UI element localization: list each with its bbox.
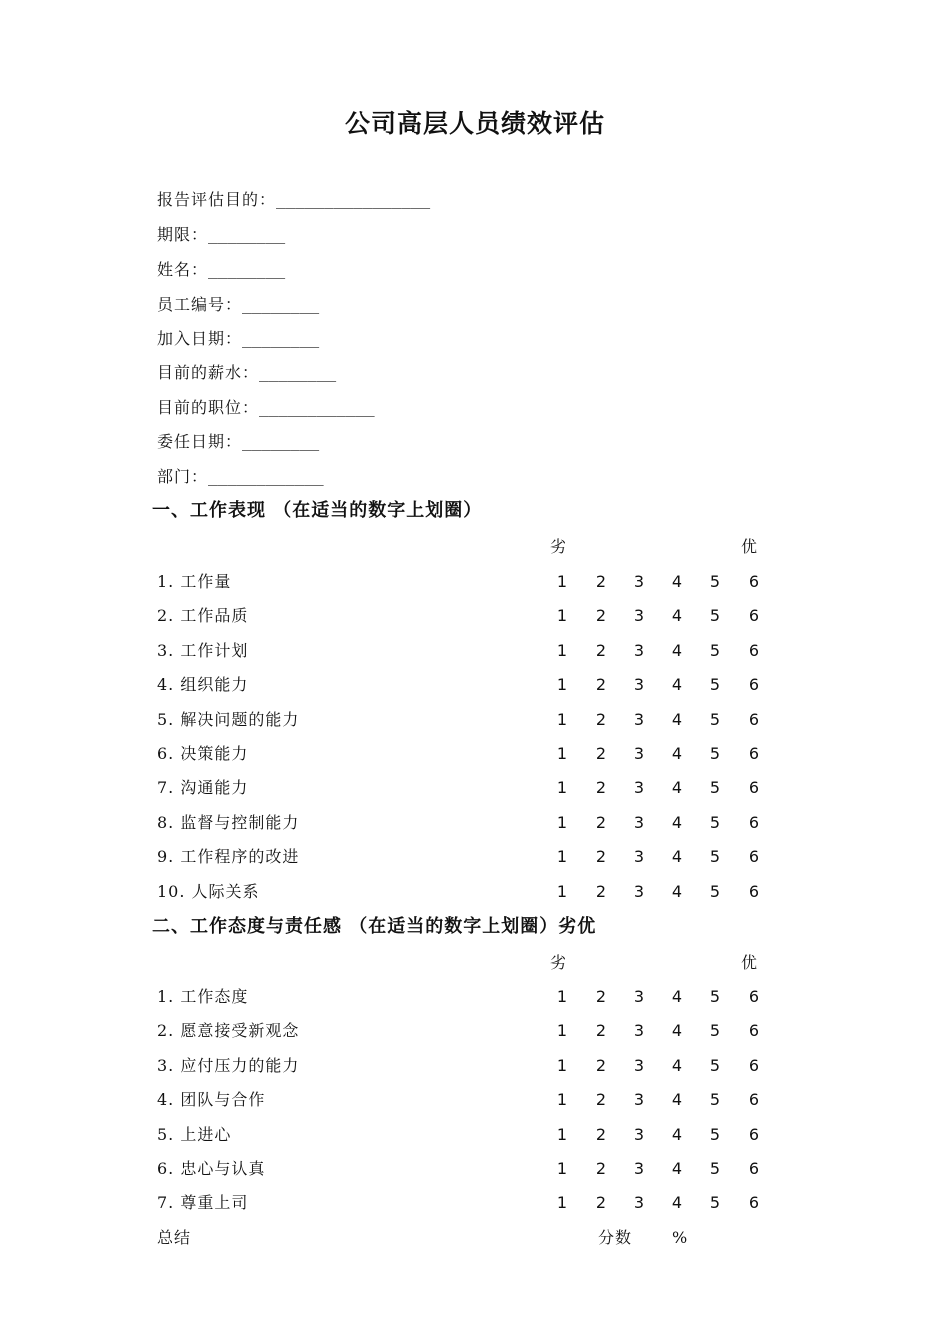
rating-option-5[interactable]: 5: [709, 847, 721, 867]
rating-option-4[interactable]: 4: [671, 640, 683, 660]
rating-item-label: 2. 愿意接受新观念: [157, 1021, 300, 1041]
rating-option-5[interactable]: 5: [709, 744, 721, 763]
rating-option-6[interactable]: 6: [748, 1090, 760, 1110]
info-field-label: 委任日期：: [157, 432, 243, 451]
rating-option-2[interactable]: 2: [595, 1090, 607, 1110]
rating-option-5[interactable]: 5: [709, 709, 721, 729]
rating-option-4[interactable]: 4: [671, 778, 683, 798]
rating-option-5[interactable]: 5: [709, 572, 721, 591]
rating-option-4[interactable]: 4: [671, 987, 683, 1006]
rating-option-5[interactable]: 5: [709, 1090, 721, 1110]
rating-option-6[interactable]: 6: [748, 1159, 760, 1178]
info-field: [157, 260, 285, 280]
rating-row: [0, 605, 950, 629]
rating-option-3[interactable]: 3: [633, 572, 645, 591]
rating-option-4[interactable]: 4: [671, 1124, 683, 1144]
rating-row: [0, 674, 950, 698]
rating-option-2[interactable]: 2: [595, 675, 607, 695]
rating-option-4[interactable]: 4: [671, 1159, 683, 1178]
rating-item-label: 1. 工作态度: [157, 987, 249, 1006]
rating-row: [0, 812, 950, 836]
info-field-label: 姓名：: [157, 260, 209, 279]
info-field: [157, 329, 319, 349]
rating-option-6[interactable]: 6: [748, 778, 760, 798]
rating-option-2[interactable]: 2: [595, 572, 607, 591]
rating-option-5[interactable]: 5: [709, 1193, 721, 1213]
rating-option-2[interactable]: 2: [595, 812, 607, 832]
info-field: [157, 398, 375, 418]
rating-option-2[interactable]: 2: [595, 709, 607, 729]
rating-option-1[interactable]: 1: [556, 1055, 568, 1075]
rating-row: [0, 640, 950, 664]
info-field: [157, 467, 324, 487]
rating-item-label: 2. 工作品质: [157, 606, 249, 626]
rating-option-5[interactable]: 5: [709, 1021, 721, 1041]
rating-option-1[interactable]: 1: [556, 675, 568, 695]
rating-option-3[interactable]: 3: [633, 812, 645, 832]
info-field-label: 报告评估目的：: [157, 190, 277, 209]
rating-option-5[interactable]: 5: [709, 606, 721, 626]
rating-option-1[interactable]: 1: [556, 847, 568, 867]
rating-option-3[interactable]: 3: [633, 675, 645, 695]
info-field: [157, 295, 319, 315]
rating-option-2[interactable]: 2: [595, 606, 607, 626]
rating-option-6[interactable]: 6: [748, 1021, 760, 1041]
page-title: 公司高层人员绩效评估: [344, 109, 605, 138]
rating-option-3[interactable]: 3: [633, 1193, 645, 1213]
rating-option-1[interactable]: 1: [556, 709, 568, 729]
rating-option-3[interactable]: 3: [633, 1090, 645, 1110]
rating-option-3[interactable]: 3: [633, 847, 645, 867]
rating-item-label: 6. 忠心与认真: [157, 1159, 266, 1178]
rating-option-1[interactable]: 1: [556, 1193, 568, 1213]
rating-row: [0, 1124, 950, 1148]
rating-option-1[interactable]: 1: [556, 606, 568, 626]
rating-option-6[interactable]: 6: [748, 812, 760, 832]
rating-option-1[interactable]: 1: [556, 1021, 568, 1041]
rating-item-label: 5. 上进心: [157, 1124, 232, 1144]
rating-option-3[interactable]: 3: [633, 1055, 645, 1075]
rating-option-2[interactable]: 2: [595, 744, 607, 763]
rating-option-5[interactable]: 5: [709, 812, 721, 832]
info-field: [157, 363, 336, 383]
rating-option-6[interactable]: 6: [748, 709, 760, 729]
rating-option-4[interactable]: 4: [671, 606, 683, 626]
rating-option-3[interactable]: 3: [633, 744, 645, 763]
rating-option-4[interactable]: 4: [671, 1090, 683, 1110]
rating-option-3[interactable]: 3: [633, 1021, 645, 1041]
rating-option-1[interactable]: 1: [556, 881, 568, 901]
rating-option-3[interactable]: 3: [633, 640, 645, 660]
rating-option-3[interactable]: 3: [633, 881, 645, 901]
rating-option-5[interactable]: 5: [709, 778, 721, 798]
rating-option-2[interactable]: 2: [595, 1124, 607, 1144]
rating-option-4[interactable]: 4: [671, 881, 683, 901]
rating-row: [0, 777, 950, 801]
rating-option-3[interactable]: 3: [633, 987, 645, 1006]
rating-item-label: 4. 组织能力: [157, 675, 249, 695]
summary-percent: %: [672, 1228, 689, 1247]
rating-option-5[interactable]: 5: [709, 675, 721, 695]
rating-option-4[interactable]: 4: [671, 1055, 683, 1075]
rating-option-2[interactable]: 2: [595, 881, 607, 901]
rating-option-1[interactable]: 1: [556, 640, 568, 660]
rating-option-3[interactable]: 3: [633, 778, 645, 798]
rating-option-2[interactable]: 2: [595, 778, 607, 798]
rating-option-3[interactable]: 3: [633, 606, 645, 626]
rating-option-2[interactable]: 2: [595, 987, 607, 1006]
rating-item-label: 9. 工作程序的改进: [157, 847, 300, 867]
rating-option-6[interactable]: 6: [748, 572, 760, 591]
rating-option-2[interactable]: 2: [595, 1159, 607, 1178]
rating-option-2[interactable]: 2: [595, 1055, 607, 1075]
rating-item-label: 7. 沟通能力: [157, 778, 249, 798]
info-field-label: 员工编号：: [157, 295, 243, 314]
rating-option-2[interactable]: 2: [595, 847, 607, 867]
rating-option-4[interactable]: 4: [671, 1021, 683, 1041]
rating-row: [0, 1055, 950, 1079]
rating-option-6[interactable]: 6: [748, 1193, 760, 1213]
info-field-blank[interactable]: ____________: [208, 467, 324, 486]
info-field-blank[interactable]: ________: [242, 432, 320, 451]
rating-option-4[interactable]: 4: [671, 572, 683, 591]
info-field-blank[interactable]: ________: [259, 363, 337, 382]
rating-option-6[interactable]: 6: [748, 1055, 760, 1075]
rating-option-2[interactable]: 2: [595, 1193, 607, 1213]
rating-option-4[interactable]: 4: [671, 847, 683, 867]
section1-heading: 一、工作表现 （在适当的数字上划圈）: [152, 500, 483, 521]
rating-row: [0, 846, 950, 870]
rating-option-4[interactable]: 4: [671, 1193, 683, 1213]
rating-option-2[interactable]: 2: [595, 1021, 607, 1041]
rating-row: [0, 743, 950, 767]
rating-item-label: 7. 尊重上司: [157, 1193, 249, 1213]
rating-option-4[interactable]: 4: [671, 812, 683, 832]
info-field-blank[interactable]: ________________: [276, 190, 431, 209]
section2-scale-low: 劣: [550, 953, 567, 972]
rating-option-1[interactable]: 1: [556, 572, 568, 591]
rating-option-3[interactable]: 3: [633, 1159, 645, 1178]
rating-row: [0, 1020, 950, 1044]
summary-score-label: 分数: [598, 1228, 633, 1247]
section1-scale-high: 优: [741, 537, 758, 556]
rating-row: [0, 709, 950, 733]
info-field-label: 目前的职位：: [157, 398, 260, 417]
rating-option-6[interactable]: 6: [748, 1124, 760, 1144]
section2-scale-high: 优: [741, 953, 758, 972]
rating-row: [0, 986, 950, 1010]
rating-option-5[interactable]: 5: [709, 987, 721, 1006]
info-field-label: 加入日期：: [157, 329, 243, 348]
rating-row: [0, 881, 950, 905]
rating-option-6[interactable]: 6: [748, 987, 760, 1006]
rating-option-2[interactable]: 2: [595, 640, 607, 660]
rating-item-label: 1. 工作量: [157, 572, 232, 591]
info-field: [157, 190, 430, 210]
info-field: [157, 225, 285, 245]
rating-option-1[interactable]: 1: [556, 987, 568, 1006]
rating-option-5[interactable]: 5: [709, 881, 721, 901]
rating-option-4[interactable]: 4: [671, 744, 683, 763]
rating-row: [0, 571, 950, 595]
rating-option-1[interactable]: 1: [556, 1124, 568, 1144]
rating-option-3[interactable]: 3: [633, 1124, 645, 1144]
rating-option-6[interactable]: 6: [748, 744, 760, 763]
rating-option-6[interactable]: 6: [748, 881, 760, 901]
rating-option-1[interactable]: 1: [556, 812, 568, 832]
rating-item-label: 10. 人际关系: [157, 881, 260, 901]
rating-item-label: 6. 决策能力: [157, 744, 249, 763]
rating-row: [0, 1089, 950, 1113]
rating-option-5[interactable]: 5: [709, 1159, 721, 1178]
rating-row: [0, 1158, 950, 1182]
rating-option-6[interactable]: 6: [748, 847, 760, 867]
rating-option-6[interactable]: 6: [748, 675, 760, 695]
section2-heading: 二、工作态度与责任感 （在适当的数字上划圈）劣优: [152, 916, 597, 937]
rating-option-5[interactable]: 5: [709, 1055, 721, 1075]
rating-option-4[interactable]: 4: [671, 709, 683, 729]
info-field-label: 期限：: [157, 225, 209, 244]
rating-item-label: 4. 团队与合作: [157, 1090, 266, 1110]
rating-item-label: 3. 工作计划: [157, 640, 249, 660]
rating-item-label: 3. 应付压力的能力: [157, 1055, 300, 1075]
rating-option-1[interactable]: 1: [556, 1159, 568, 1178]
rating-option-1[interactable]: 1: [556, 1090, 568, 1110]
rating-option-6[interactable]: 6: [748, 606, 760, 626]
summary-label: 总结: [157, 1228, 192, 1247]
info-field-blank[interactable]: ________: [242, 295, 320, 314]
rating-option-5[interactable]: 5: [709, 1124, 721, 1144]
rating-item-label: 8. 监督与控制能力: [157, 812, 300, 832]
info-field-blank[interactable]: ________: [208, 260, 286, 279]
rating-option-3[interactable]: 3: [633, 709, 645, 729]
rating-option-1[interactable]: 1: [556, 744, 568, 763]
info-field-blank[interactable]: ________: [242, 329, 320, 348]
info-field: [157, 432, 319, 452]
info-field-label: 部门：: [157, 467, 209, 486]
rating-option-5[interactable]: 5: [709, 640, 721, 660]
rating-item-label: 5. 解决问题的能力: [157, 709, 300, 729]
info-field-label: 目前的薪水：: [157, 363, 260, 382]
rating-option-1[interactable]: 1: [556, 778, 568, 798]
info-field-blank[interactable]: ________: [208, 225, 286, 244]
rating-row: [0, 1192, 950, 1216]
rating-option-4[interactable]: 4: [671, 675, 683, 695]
rating-option-6[interactable]: 6: [748, 640, 760, 660]
info-field-blank[interactable]: ____________: [259, 398, 375, 417]
section1-scale-low: 劣: [550, 537, 567, 556]
